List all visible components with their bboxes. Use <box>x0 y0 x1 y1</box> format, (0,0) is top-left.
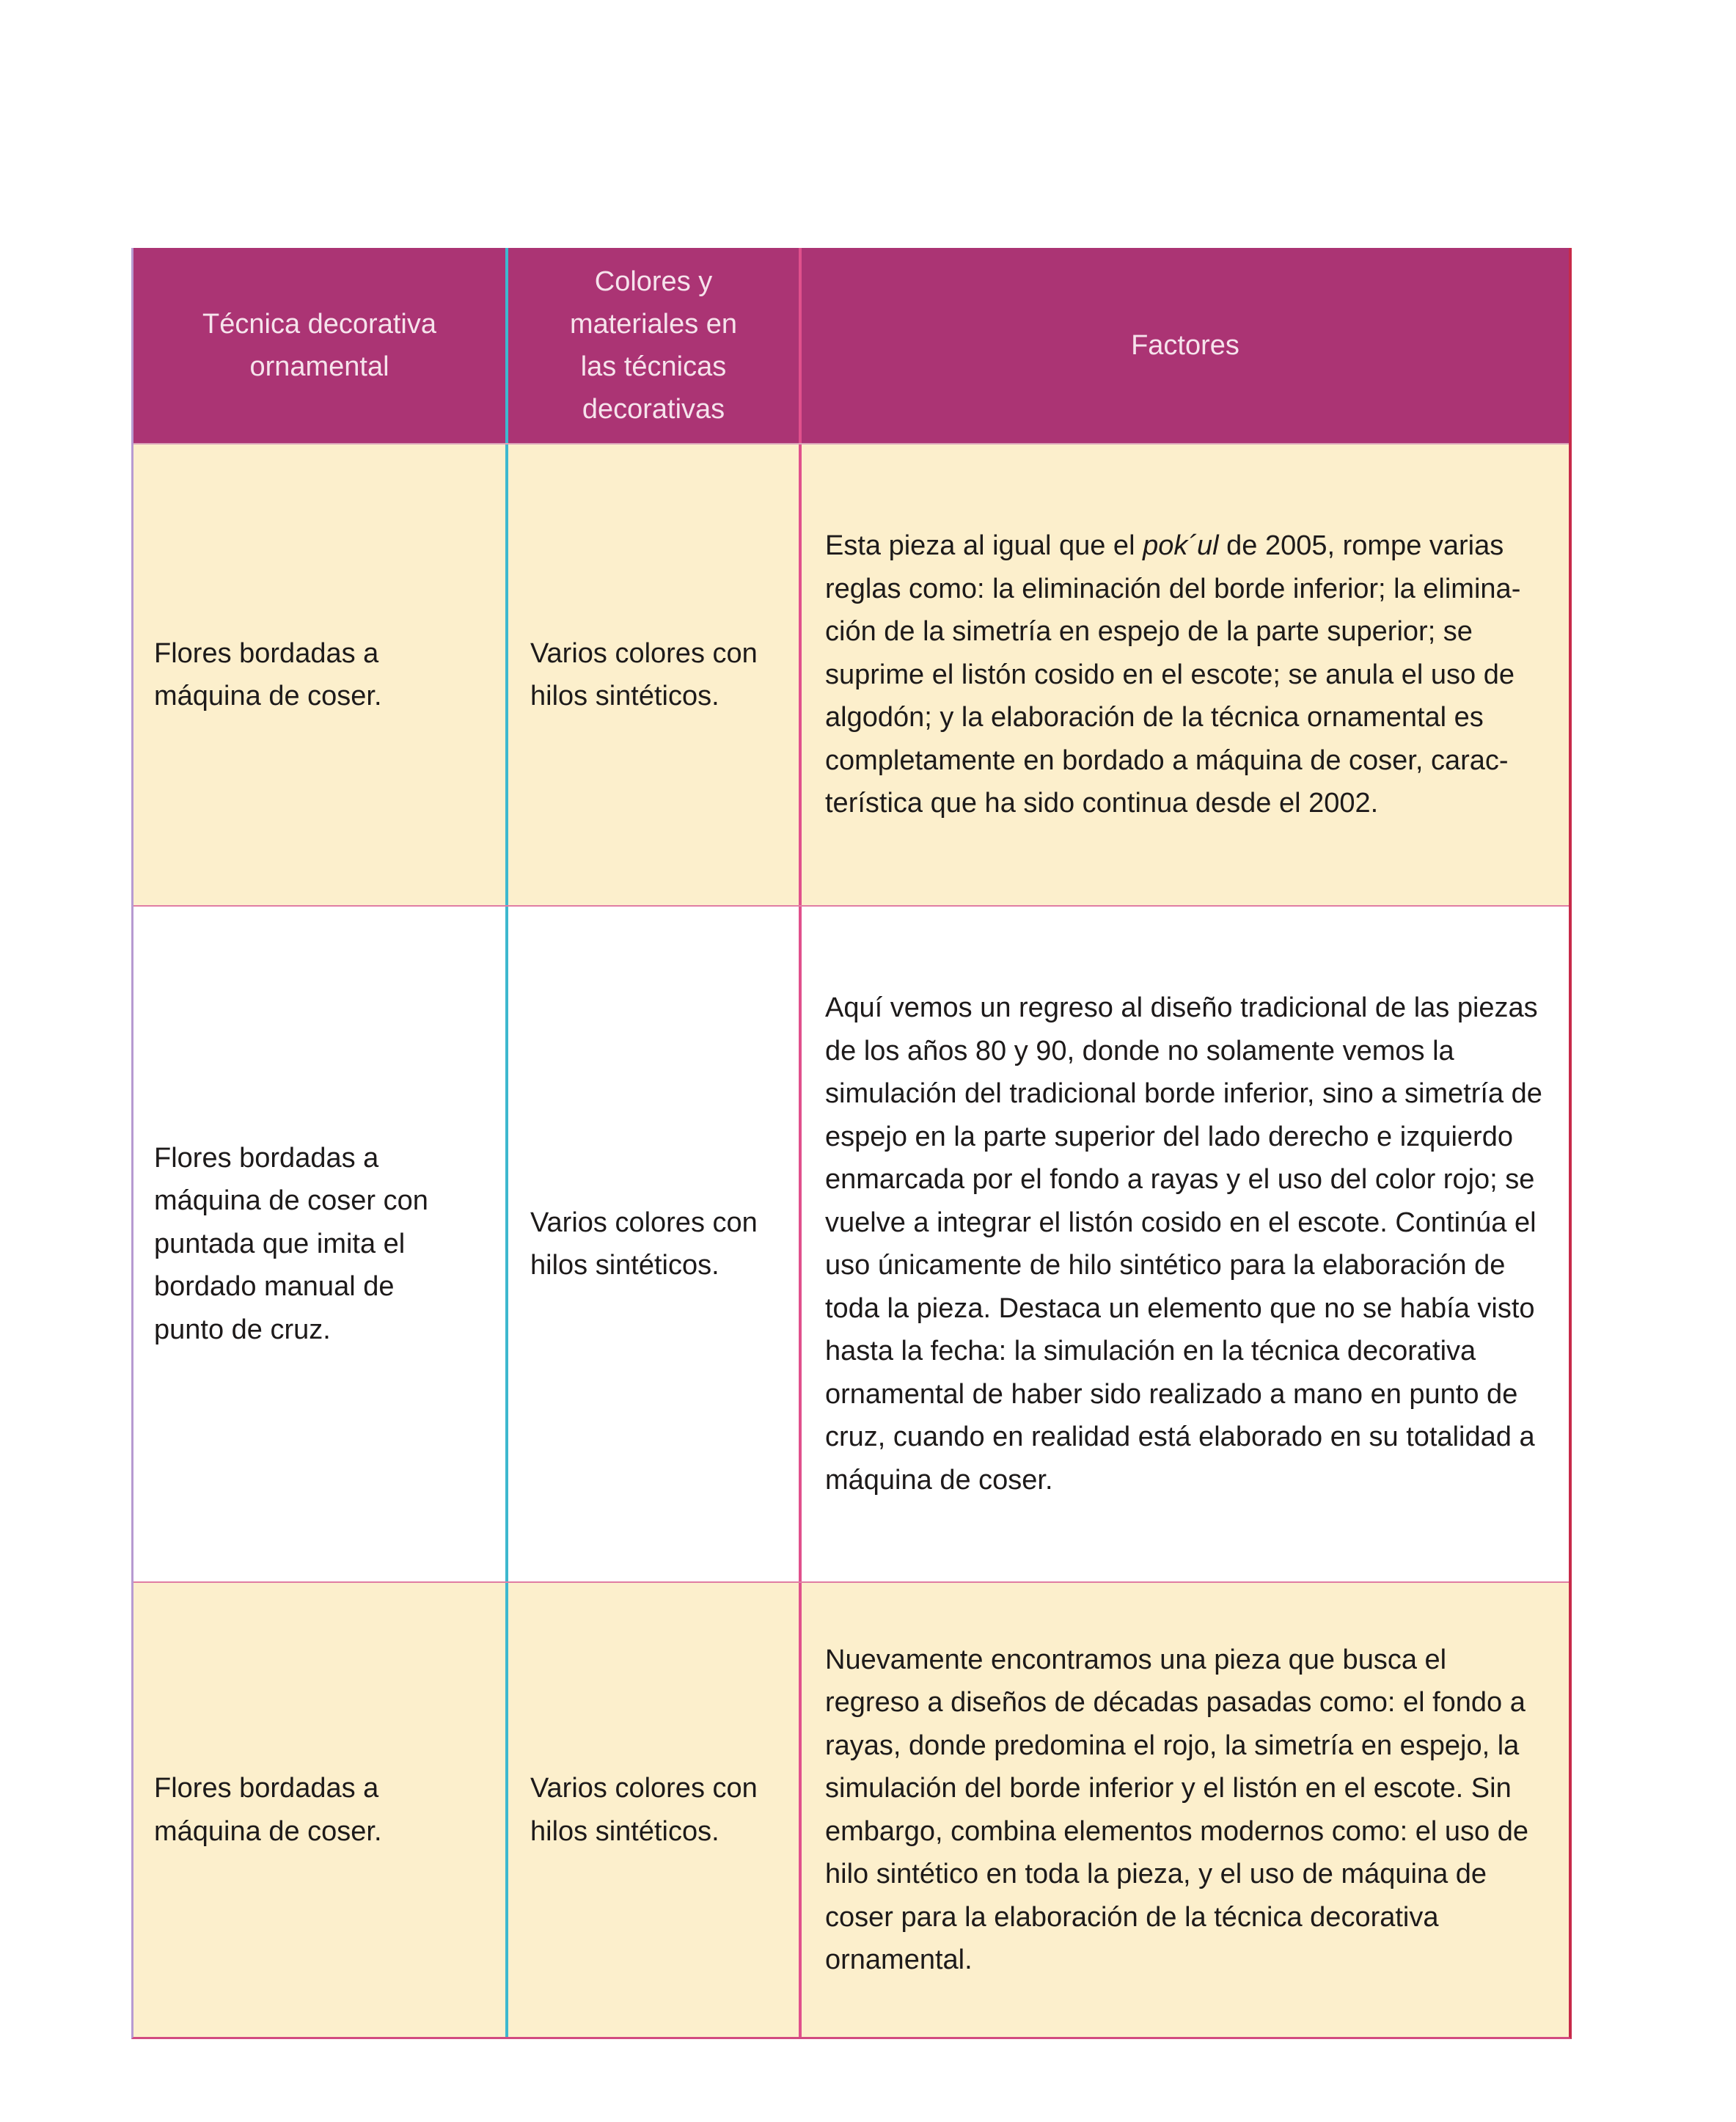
factores-emphasis: pok´ul <box>1143 530 1219 562</box>
factores-text-part: de 2005, rompe varias reglas como: la eliminación del borde inferior; la eliminación de la simetría en espejo de la parte superior; se suprime el listón cosido en el escote; se anula el uso de algodón; y la elaboración de la técnica ornamental es completamente en bordado a máquina de coser, característica que ha sido continua desde el 2002. <box>825 530 1521 819</box>
cell-factores <box>799 1583 1569 2037</box>
cell-materiales <box>505 907 799 1581</box>
tecnica-text: Flores bordadas a máquina de coser. <box>154 1773 382 1847</box>
header-cell-factores <box>799 248 1569 443</box>
cell-tecnica <box>133 444 505 905</box>
factores-text: Nuevamente encontramos una pieza que busca el regreso a diseños de décadas pasadas como: el fondo a rayas, donde predomina el rojo, la simetría en espejo, la simulación del borde inferior y el listón en el escote. Sin embargo, combina elementos modernos como: el uso de hilo sintético en toda la pieza, y el uso de máquina de coser para la elaboración de la técnica decorativa ornamental. <box>825 1644 1528 1975</box>
header-cell-materiales <box>505 248 799 443</box>
table-header <box>133 248 1569 443</box>
header-tecnica-label: Técnica decorativa ornamental <box>202 309 436 382</box>
cell-tecnica <box>133 907 505 1581</box>
factores-text-part: Esta pieza al igual que el <box>825 530 1143 562</box>
cell-tecnica <box>133 1583 505 2037</box>
materiales-text: Varios colores con hilos sintéticos. <box>530 637 758 711</box>
header-cell-tecnica <box>133 248 505 443</box>
materiales-text: Varios colores con hilos sintéticos. <box>530 1207 758 1281</box>
cell-factores <box>799 907 1569 1581</box>
materiales-text: Varios colores con hilos sintéticos. <box>530 1773 758 1847</box>
factores-text <box>825 524 1545 825</box>
techniques-table <box>131 248 1572 2039</box>
tecnica-text: Flores bordadas a máquina de coser con puntada que imita el bordado manual de punto de cruz. <box>154 1142 428 1345</box>
header-factores-label: Factores <box>1131 330 1239 361</box>
cell-materiales <box>505 1583 799 2037</box>
cell-materiales <box>505 444 799 905</box>
table-row <box>133 1581 1569 2037</box>
cell-factores <box>799 444 1569 905</box>
table-row <box>133 905 1569 1581</box>
tecnica-text: Flores bordadas a máquina de coser. <box>154 637 382 711</box>
header-materiales-label: Colores y materiales en las técnicas decorativas <box>569 266 738 425</box>
table-row <box>133 443 1569 905</box>
factores-text: Aquí vemos un regreso al diseño tradicional de las piezas de los años 80 y 90, donde no solamente vemos la simulación del tradicional borde inferior, sino a simetría de espejo en la parte superior del lado derecho e izquierdo enmarcada por el fondo a rayas y el uso del color rojo; se vuelve a integrar el listón cosido en el escote. Continúa el uso únicamente de hilo sintético para la elaboración de toda la pieza. Destaca un elemento que no se había visto hasta la fecha: la simulación en la técnica decorativa ornamental de haber sido realizado a mano en punto de cruz, cuando en realidad está elaborado en su totalidad a máquina de coser. <box>825 992 1542 1496</box>
